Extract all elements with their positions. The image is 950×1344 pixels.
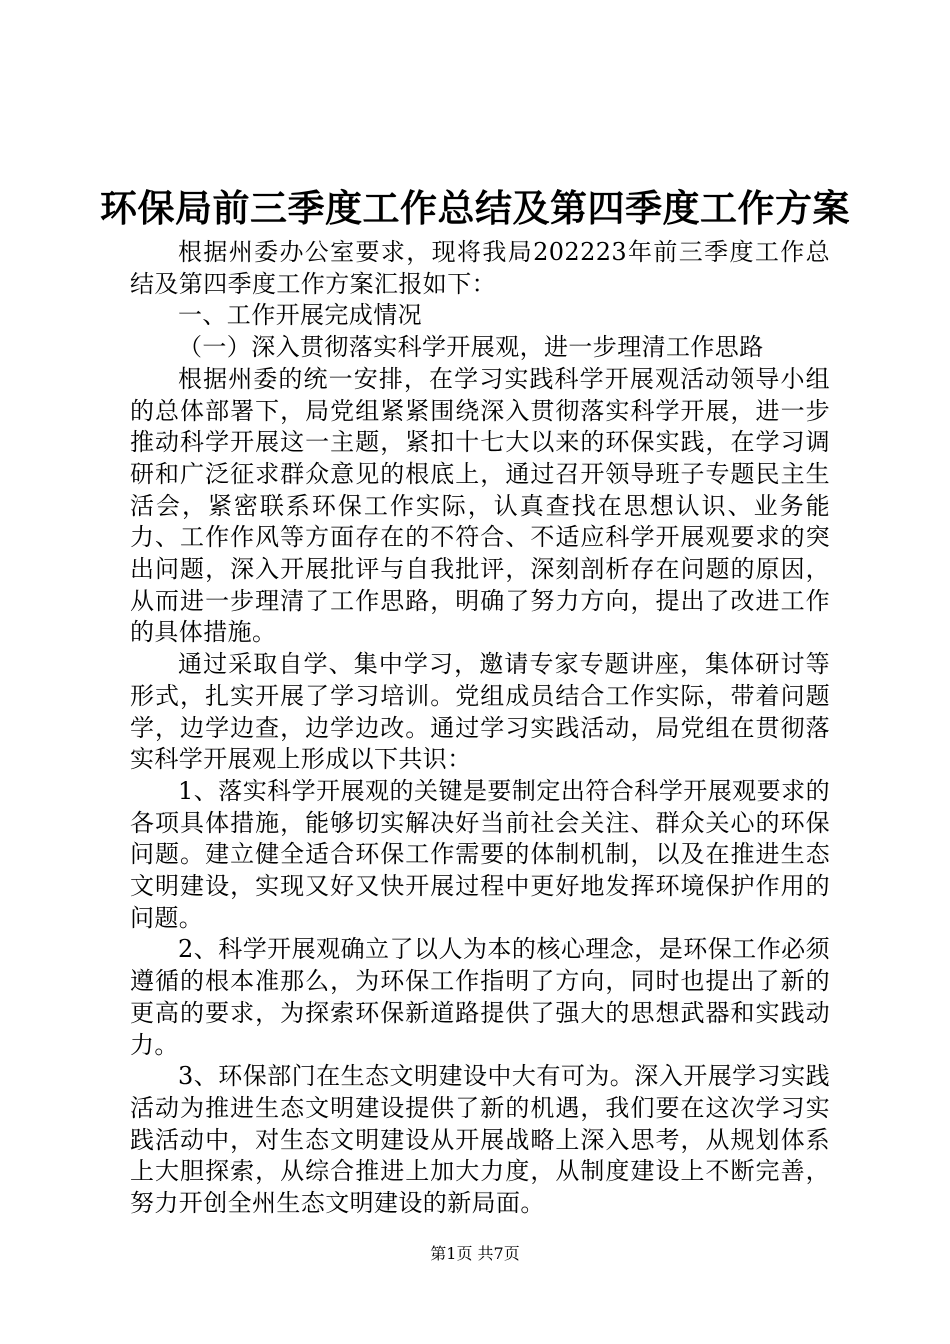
section-heading: 一、工作开展完成情况 — [178, 301, 422, 330]
consensus-item: 2、科学开展观确立了以人为本的核心理念，是环保工作必须遵循的根本准那么，为环保工作指明了方向，同时也提出了新的更高的要求，为探索环保新道路提供了强大的思想武器和实践动力。 — [130, 935, 830, 1059]
consensus-item: 3、环保部门在生态文明建设中大有可为。深入开展学习实践活动为推进生态文明建设提供了新的机遇，我们要在这次学习实践活动中，对生态文明建设从开展战略上深入思考，从规划体系上大胆探索，从综合推进上加大力度，从制度建设上不断完善，努力开创全州生态文明建设的新局面。 — [130, 1062, 830, 1218]
page-footer: 第1页 共7页 — [430, 1244, 520, 1263]
body-paragraph: 根据州委的统一安排，在学习实践科学开展观活动领导小组的总体部署下，局党组紧紧围绕深入贯彻落实科学开展，进一步推动科学开展这一主题，紧扣十七大以来的环保实践，在学习调研和广泛征求群众意见的根底上，通过召开领导班子专题民主生活会，紧密联系环保工作实际，认真查找在思想认识、业务能力、工作作风等方面存在的不符合、不适应科学开展观要求的突出问题，深入开展批评与自我批评，深刻剖析存在问题的原因，从而进一步理清了工作思路，明确了努力方向，提出了改进工作的具体措施。 — [130, 364, 830, 647]
document-title: 环保局前三季度工作总结及第四季度工作方案 — [100, 187, 850, 230]
intro-paragraph: 根据州委办公室要求，现将我局202223年前三季度工作总结及第四季度工作方案汇报如下： — [130, 238, 830, 298]
document-body — [130, 237, 830, 1220]
subsection-heading: （一）深入贯彻落实科学开展观，进一步理清工作思路 — [178, 333, 764, 362]
consensus-item: 1、落实科学开展观的关键是要制定出符合科学开展观要求的各项具体措施，能够切实解决好当前社会关注、群众关心的环保问题。建立健全适合环保工作需要的体制机制，以及在推进生态文明建设，实现又好又快开展过程中更好地发挥环境保护作用的问题。 — [130, 776, 830, 932]
body-paragraph: 通过采取自学、集中学习，邀请专家专题讲座，集体研讨等形式，扎实开展了学习培训。党组成员结合工作实际，带着问题学，边学边查，边学边改。通过学习实践活动，局党组在贯彻落实科学开展观上形成以下共识： — [130, 650, 830, 774]
